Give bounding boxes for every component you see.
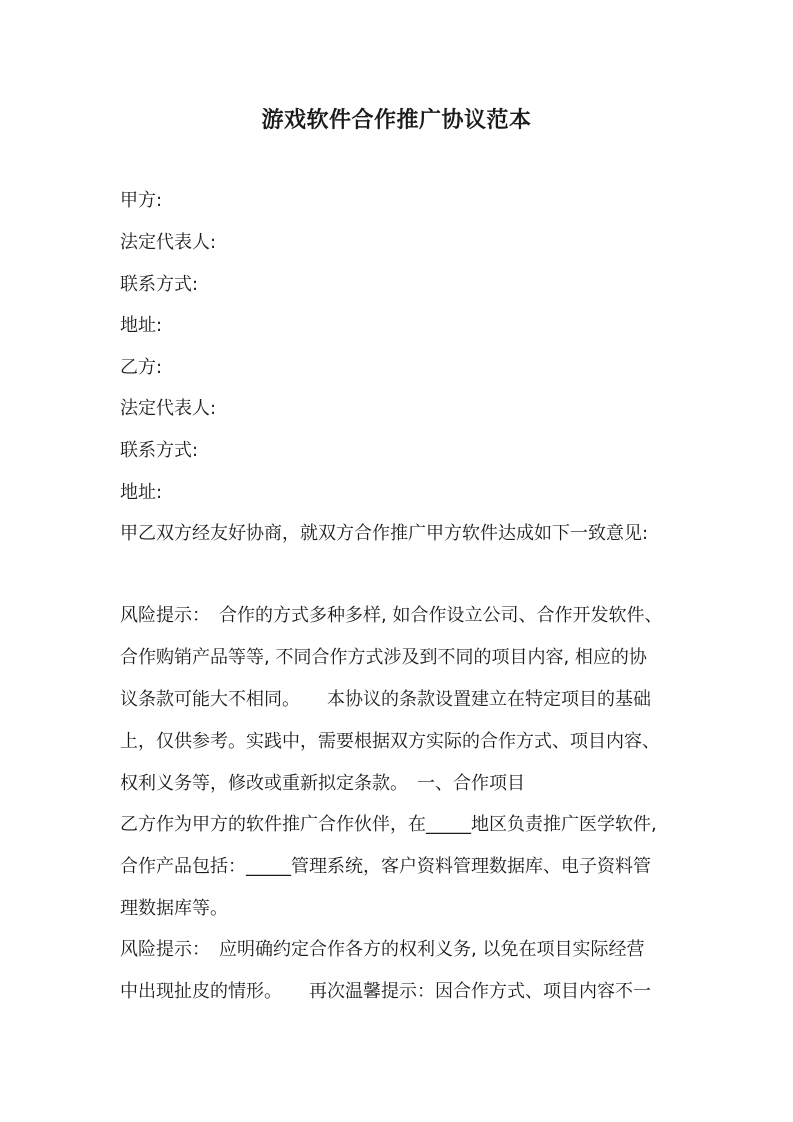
cooperation-item-line: 合作产品包括：_____管理系统，客户资料管理数据库、电子资料管: [120, 856, 651, 877]
risk-notice-1-line: 议条款可能大不相同。 本协议的条款设置建立在特定项目的基础: [120, 689, 651, 710]
cooperation-item-paragraph: [120, 813, 686, 921]
risk-notice-1-line: 合作购销产品等等, 不同合作方式涉及到不同的项目内容, 相应的协: [120, 647, 647, 668]
risk-notice-1: [120, 604, 686, 796]
party-a-address: 地址:: [120, 315, 163, 336]
intro-paragraph: 甲乙双方经友好协商，就双方合作推广甲方软件达成如下一致意见:: [120, 523, 649, 544]
risk-notice-1-line: 权利义务等，修改或重新拟定条款。 一、合作项目: [120, 773, 525, 794]
risk-notice-2-line: 中出现扯皮的情形。 再次温馨提示：因合作方式、项目内容不一: [120, 981, 651, 1002]
party-a-representative: 法定代表人:: [120, 232, 217, 253]
risk-notice-2: [120, 938, 686, 1004]
document-title: 游戏软件合作推广协议范本: [261, 108, 532, 133]
party-b-representative: 法定代表人:: [120, 398, 217, 419]
party-b-label: 乙方:: [120, 357, 163, 378]
party-a-label: 甲方:: [120, 190, 163, 211]
party-a-contact: 联系方式:: [120, 274, 199, 295]
party-b-address: 地址:: [120, 482, 163, 503]
party-b-contact: 联系方式:: [120, 440, 199, 461]
cooperation-item-line: 理数据库等。: [120, 898, 228, 919]
risk-notice-1-line: 上，仅供参考。实践中，需要根据双方实际的合作方式、项目内容、: [120, 731, 660, 752]
risk-notice-2-line: 风险提示： 应明确约定合作各方的权利义务, 以免在项目实际经营: [120, 939, 645, 960]
risk-notice-1-line: 风险提示： 合作的方式多种多样, 如合作设立公司、合作开发软件、: [120, 605, 663, 626]
cooperation-item-line: 乙方作为甲方的软件推广合作伙伴，在_____地区负责推广医学软件,: [120, 814, 657, 835]
